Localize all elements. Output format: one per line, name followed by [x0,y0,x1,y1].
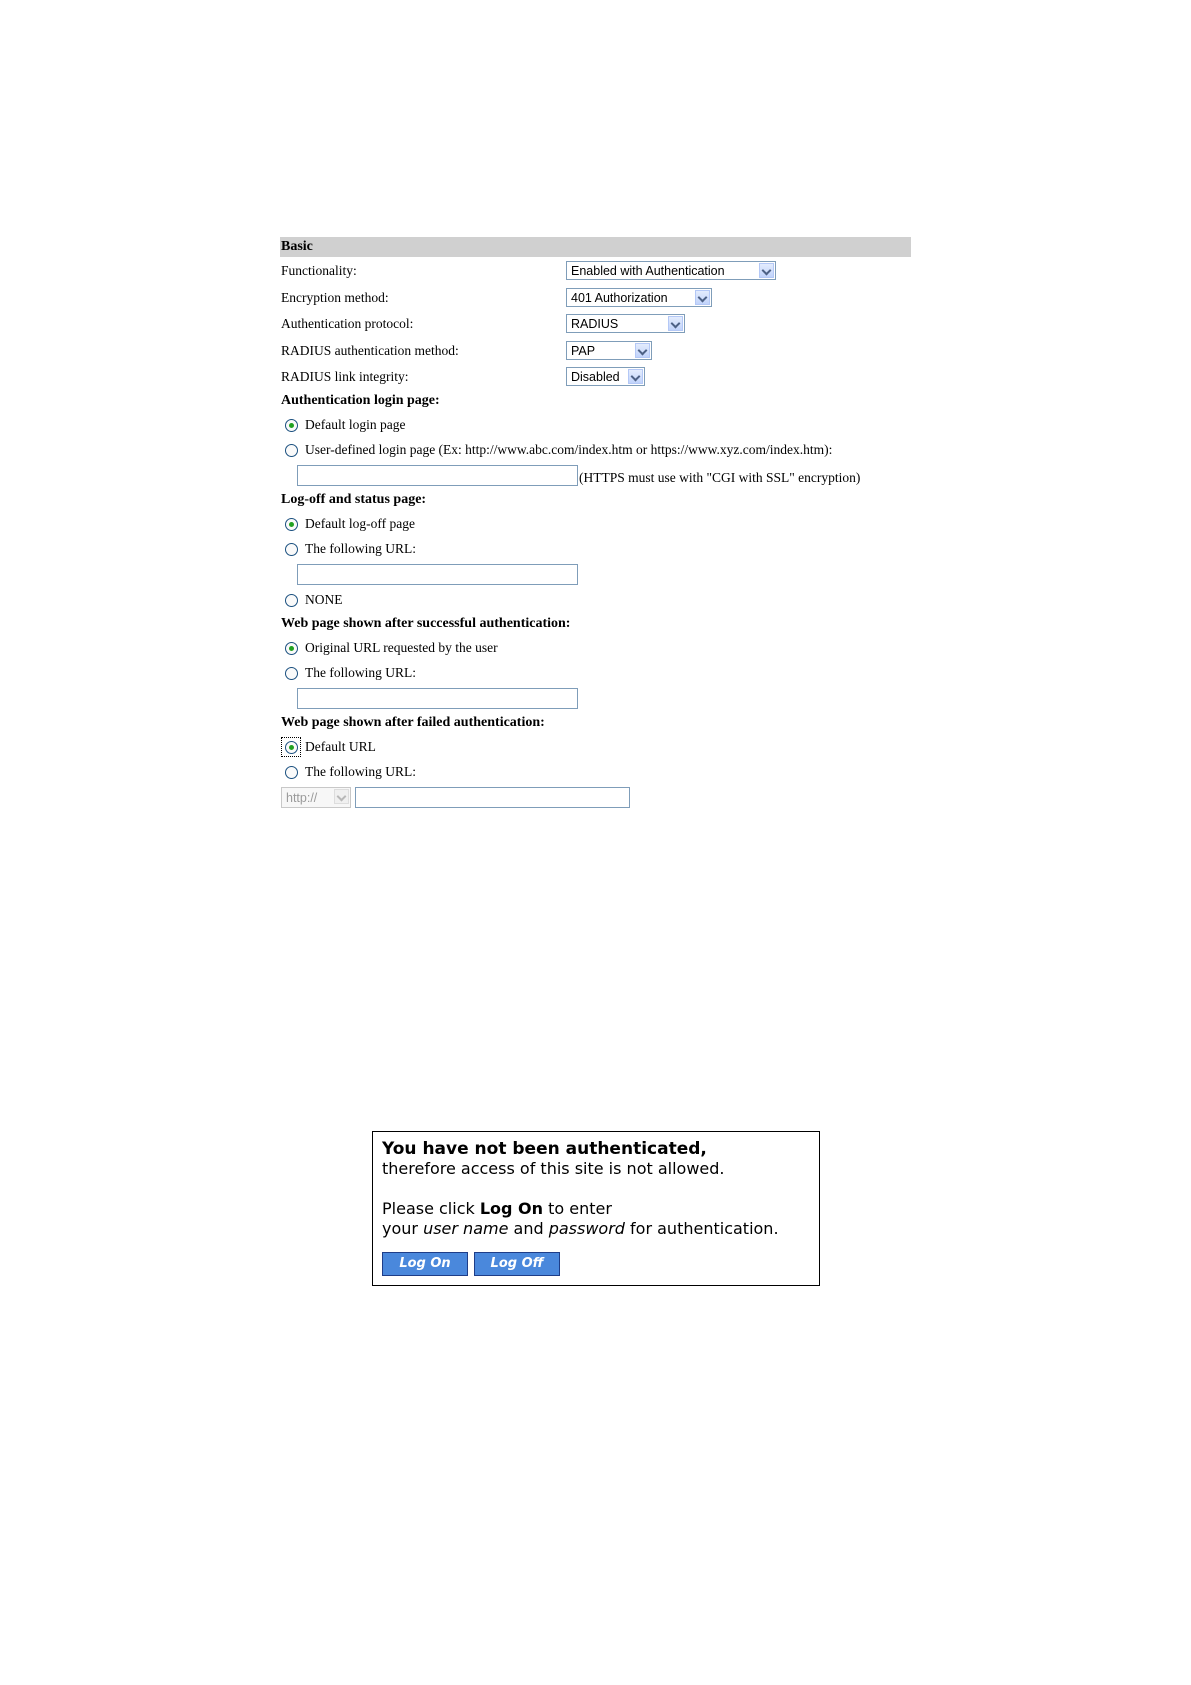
radius-link-integrity-value: Disabled [571,370,620,384]
protocol-select[interactable] [281,787,351,808]
logoff-default-option[interactable] [280,512,911,537]
success-url-row [280,686,911,712]
functionality-value: Enabled with Authentication [571,264,725,278]
logoff-url-option[interactable] [280,537,911,562]
radius-auth-method-value: PAP [571,343,596,358]
login-default-label: Default login page [305,416,406,432]
radio-unselected-icon[interactable] [285,444,298,457]
login-user-defined-option[interactable] [280,438,911,463]
section-title: Basic [280,237,911,257]
radio-selected-icon[interactable] [285,642,298,655]
success-page-heading [280,613,911,636]
logoff-url-label: The following URL: [305,540,416,556]
radius-auth-method-row [280,337,911,364]
login-page-heading [280,390,911,413]
protocol-value: http:// [286,790,318,805]
success-page-heading-text: Web page shown after successful authentication: [281,615,571,631]
logoff-page-heading [280,489,911,512]
chevron-down-icon[interactable] [635,343,650,358]
radius-link-integrity-select[interactable] [566,367,645,386]
auth-line-3-post: to enter [543,1199,612,1218]
auth-protocol-row [280,310,911,337]
auth-protocol-label: Authentication protocol: [281,316,414,331]
auth-message-box [372,1131,820,1286]
failed-url-label: The following URL: [305,763,416,779]
auth-line-3-pre: Please click [382,1199,480,1218]
failed-page-heading [280,712,911,735]
auth-line-4-pre: your [382,1219,424,1238]
success-original-option[interactable] [280,636,911,661]
login-url-row [280,463,911,489]
logoff-page-heading-text: Log-off and status page: [281,491,427,507]
radius-link-integrity-label: RADIUS link integrity: [281,369,409,384]
radius-auth-method-select[interactable] [566,341,652,360]
radio-unselected-icon[interactable] [285,543,298,556]
failed-default-label: Default URL [305,738,376,754]
success-url-label: The following URL: [305,664,416,680]
logoff-default-label: Default log-off page [305,515,415,531]
logoff-none-option[interactable] [280,588,911,613]
encryption-method-row [280,284,911,311]
login-url-input[interactable] [297,465,578,486]
success-url-option[interactable] [280,661,911,686]
failed-page-heading-text: Web page shown after failed authentication: [281,714,545,730]
radio-selected-icon[interactable] [285,419,298,432]
chevron-down-icon[interactable] [759,263,774,278]
chevron-down-icon[interactable] [695,290,710,305]
login-page-heading-text: Authentication login page: [281,392,440,408]
logoff-url-input[interactable] [297,564,578,585]
auth-line-4-mid: and [508,1219,549,1238]
chevron-down-icon[interactable] [628,369,643,384]
auth-protocol-value: RADIUS [571,317,619,331]
auth-line-4-password: password [548,1219,625,1238]
logoff-none-label: NONE [305,591,343,607]
failed-url-option[interactable] [280,760,911,785]
log-off-button[interactable]: Log Off [474,1252,560,1276]
auth-line-3-bold: Log On [479,1199,544,1218]
logoff-url-row [280,562,911,588]
settings-panel [280,237,911,811]
chevron-down-icon[interactable] [668,316,683,331]
https-note: (HTTPS must use with "CGI with SSL" encryption) [579,469,861,485]
log-on-button[interactable]: Log On [382,1252,468,1276]
auth-protocol-select[interactable] [566,314,685,333]
encryption-method-select[interactable] [566,288,712,307]
encryption-method-value: 401 Authorization [571,290,668,305]
radio-unselected-icon[interactable] [285,667,298,680]
success-original-label: Original URL requested by the user [305,639,498,655]
auth-line-4-username: user name [423,1219,509,1238]
radio-unselected-icon[interactable] [285,594,298,607]
auth-line-4 [382,1219,819,1239]
radio-unselected-icon[interactable] [285,766,298,779]
auth-button-row [382,1252,819,1276]
auth-line-4-post: for authentication. [624,1219,779,1238]
functionality-row [280,257,911,284]
login-default-option[interactable] [280,413,911,438]
functionality-label: Functionality: [281,263,357,278]
login-user-defined-label: User-defined login page (Ex: http://www.abc.com/index.htm or https://www.xyz.com/index.htm): [305,441,833,457]
radius-link-integrity-row [280,363,911,390]
radius-auth-method-label: RADIUS authentication method: [281,342,459,358]
encryption-method-label: Encryption method: [281,289,389,305]
auth-line-1: You have not been authenticated, [382,1139,707,1159]
radio-selected-icon[interactable] [285,518,298,531]
chevron-down-icon[interactable] [334,789,349,804]
success-url-input[interactable] [297,688,578,709]
auth-line-3 [382,1199,819,1219]
failed-url-row [280,785,911,811]
radio-selected-icon[interactable] [285,741,298,754]
auth-line-2: therefore access of this site is not allowed. [382,1159,725,1178]
functionality-select[interactable] [566,261,776,280]
failed-default-option[interactable] [280,735,911,760]
failed-url-input[interactable] [355,787,630,808]
